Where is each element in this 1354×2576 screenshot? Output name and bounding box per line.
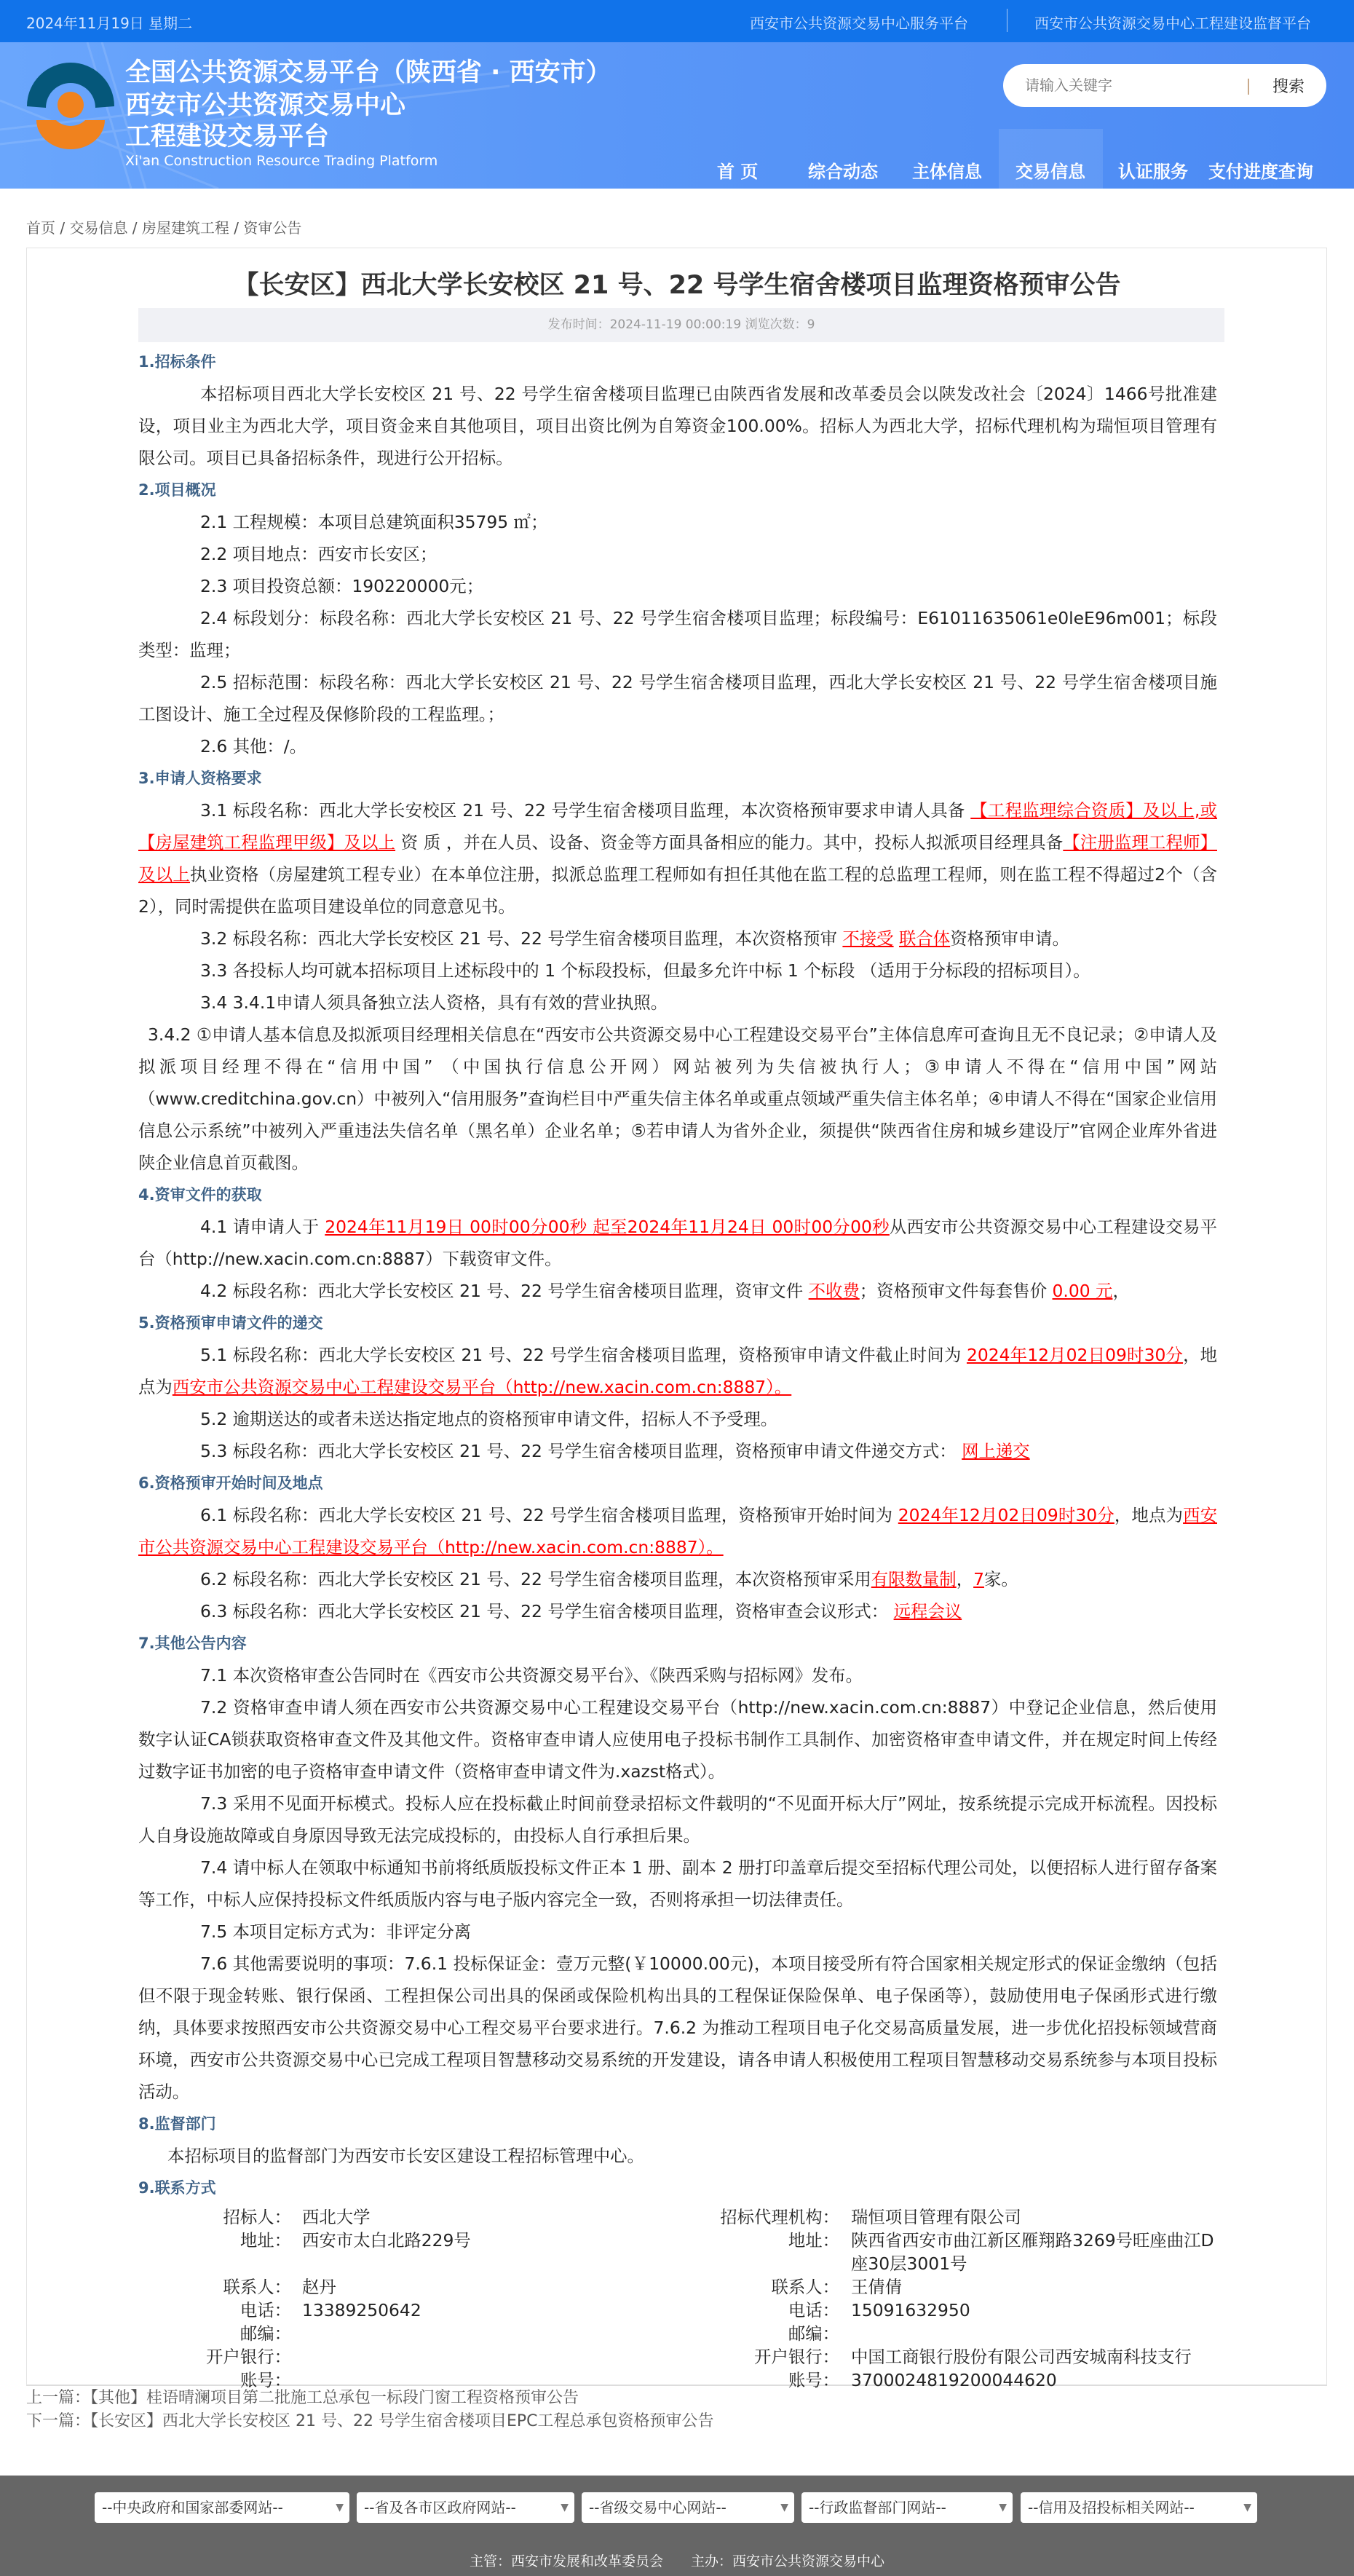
highlight-link[interactable]: 西安市公共资源交易中心工程建设交易平台（http://new.xacin.com.cn:8887）。 <box>172 1377 792 1397</box>
top-bar <box>0 0 1354 42</box>
contact-label: 联系人： <box>223 2277 291 2297</box>
text-segment: 7.1 本次资格审查公告同时在《西安市公共资源交易平台》、《陕西采购与招标网》发布。 <box>200 1665 863 1686</box>
contact-row <box>138 2275 1223 2299</box>
dropdown-arrow-icon: ▼ <box>336 2502 344 2513</box>
contact-label: 电话： <box>239 2300 291 2320</box>
contact-label: 邮编： <box>239 2323 291 2344</box>
select-supervision-sites[interactable] <box>801 2492 1013 2523</box>
text-segment: 6.3 标段名称：西北大学长安校区 21 号、22 号学生宿舍楼项目监理，资格审查会议形式： <box>200 1601 894 1621</box>
footer-copyright: 主管：西安市发展和改革委员会 主办：西安市公共资源交易中心 <box>469 2553 884 2569</box>
text-segment: 3.4 3.4.1申请人须具备独立法人资格，具有有效的营业执照。 <box>200 992 668 1013</box>
text-segment: 2.4 标段划分：标段名称：西北大学长安校区 21 号、22 号学生宿舍楼项目监理；标段编号：E61011635061e0leE96m001；标段类型：监理； <box>138 608 1217 660</box>
highlight-link[interactable]: 2024年12月02日09时30分 <box>966 1345 1184 1365</box>
breadcrumb-home[interactable]: 首页 <box>26 219 55 237</box>
text-segment: 2.3 项目投资总额：190220000元； <box>200 576 484 596</box>
site-title-line3: 工程建设交易平台 <box>125 122 330 151</box>
agency-value: 王倩倩 <box>851 2277 903 2297</box>
agency-label: 开户银行： <box>754 2347 839 2367</box>
breadcrumb-separator: / <box>229 219 244 237</box>
text-segment: 资格预审申请。 <box>950 928 1069 949</box>
select-label: --中央政府和国家部委网站-- <box>102 2499 283 2516</box>
agency-label: 邮编： <box>788 2323 839 2344</box>
paragraph <box>138 1019 1217 1179</box>
paragraph <box>138 538 1217 570</box>
logo-icon <box>25 60 116 150</box>
text-segment: 7.6 其他需要说明的事项：7.6.1 投标保证金：壹万元整(￥10000.00元)，本项目接受所有符合国家相关规定形式的保证金缴纳（包括但不限于现金转账、银行保函、工程担保公司出具的保函或保险机构出具的工程保证保险保单、电子保函等），鼓励使用电子保函形式进行缴纳，具体要求按照西安市公共资源交易中心工程交易平台要求进行。7.6.2 为推动工程项目电子化交易高质量发展，进一步优化招投标领域营商环境，西安市公共资源交易中心已完成工程项目智慧移动交易系统的开发建设，请各申请人积极使用工程项目智慧移动交易系统参与本项目投标活动。 <box>138 1953 1217 2102</box>
site-title-line2: 西安市公共资源交易中心 <box>125 91 406 120</box>
breadcrumb <box>26 216 301 237</box>
paragraph <box>138 1563 1217 1595</box>
prev-article <box>26 2387 714 2410</box>
contact-value <box>291 2322 684 2345</box>
highlight-link[interactable]: 联合体 <box>899 928 951 949</box>
text-segment: 5.2 逾期送达的或者未送达指定地点的资格预审申请文件，招标人不予受理。 <box>200 1409 778 1429</box>
article-body <box>138 346 1217 2204</box>
text-segment: ，地点为 <box>138 1345 1217 1397</box>
paragraph <box>138 506 1217 538</box>
paragraph <box>138 987 1217 1019</box>
highlight-link[interactable]: 【工程监理综合资质】及以上,或【房屋建筑工程监理甲级】及以上 <box>138 800 1218 853</box>
agency-label: 电话： <box>788 2300 839 2320</box>
page-title: 【长安区】西北大学长安校区 21 号、22 号学生宿舍楼项目监理资格预审公告 <box>233 271 1121 300</box>
breadcrumb-separator: / <box>127 219 142 237</box>
section-heading: 6.资格预审开始时间及地点 <box>138 1474 323 1492</box>
agency-label: 联系人： <box>771 2277 839 2297</box>
highlight-link[interactable]: 不收费 <box>808 1281 860 1301</box>
text-segment: 7.4 请中标人在领取中标通知书前将纸质版投标文件正本 1 册、副本 2 册打印盖章后提交至招标代理公司处，以便招标人进行留存备案等工作，中标人应保持投标文件纸质版内容与电子版内容完全一致，否则将承担一切法律责任。 <box>138 1857 1217 1910</box>
paragraph <box>138 1852 1217 1916</box>
text-segment: 7.2 资格审查申请人须在西安市公共资源交易中心工程建设交易平台（http://new.xacin.com.cn:8887）中登记企业信息，然后使用数字认证CA锁获取资格审查文件及其他文件。资格审查申请人应使用电子投标书制作工具制作、加密资格审查申请文件，并在规定时间上传经过数字证书加密的电子资格审查申请文件（资格审查申请文件为.xazst格式）。 <box>138 1697 1217 1782</box>
paragraph <box>138 730 1217 762</box>
paragraph <box>138 922 1217 955</box>
site-title-line1: 全国公共资源交易平台（陕西省 · 西安市） <box>125 58 611 87</box>
search-input[interactable] <box>1025 74 1258 96</box>
next-article-link[interactable]: 【长安区】西北大学长安校区 21 号、22 号学生宿舍楼项目EPC工程总承包资格预审公告 <box>90 2412 714 2430</box>
text-segment: 2.5 招标范围：标段名称：西北大学长安校区 21 号、22 号学生宿舍楼项目监理，西北大学长安校区 21 号、22 号学生宿舍楼项目施工图设计、施工全过程及保修阶段的工程监理。； <box>138 672 1217 724</box>
section-heading: 5.资格预审申请文件的递交 <box>138 1314 323 1332</box>
agency-label: 账号： <box>788 2370 839 2390</box>
dropdown-arrow-icon: ▼ <box>1243 2502 1251 2513</box>
breadcrumb-current: 资审公告 <box>243 219 302 237</box>
text-segment: 4.2 标段名称：西北大学长安校区 21 号、22 号学生宿舍楼项目监理，资审文件 <box>200 1281 809 1301</box>
contact-label: 招标人： <box>223 2207 291 2227</box>
prev-article-link[interactable]: 【其他】桂语晴澜项目第二批施工总承包一标段门窗工程资格预审公告 <box>90 2389 579 2407</box>
nav-news[interactable]: 综合动态 <box>808 162 878 182</box>
section-heading: 9.联系方式 <box>138 2179 216 2197</box>
paragraph <box>138 1499 1217 1563</box>
text-segment: 3.4.2 ①申请人基本信息及拟派项目经理相关信息在“西安市公共资源交易中心工程建设交易平台”主体信息库可查询且无不良记录；②申请人及拟派项目经理不得在“信用中国” （中国执行信息公开网）网站被列为失信被执行人；③申请人不得在“信用中国”网站（www.creditchina.gov.cn）中被列入“信用服务”查询栏目中严重失信主体名单或重点领域严重失信主体名单；④申请人不得在“国家企业信用信息公示系统”中被列入严重违法失信名单（黑名单）企业名单；⑤若申请人为省外企业，须提供“陕西省住房和城乡建设厅”官网企业库外省进陕企业信息首页截图。 <box>138 1024 1217 1173</box>
paragraph <box>138 1211 1217 1275</box>
text-segment: 6.1 标段名称：西北大学长安校区 21 号、22 号学生宿舍楼项目监理，资格预审开始时间为 <box>200 1505 898 1525</box>
dropdown-arrow-icon: ▼ <box>999 2502 1007 2513</box>
text-segment: ， <box>956 1569 974 1589</box>
divider <box>1248 79 1249 95</box>
contact-row <box>138 2205 1223 2229</box>
agency-label: 地址： <box>788 2230 839 2251</box>
publish-meta: 发布时间：2024-11-19 00:00:19 浏览次数：9 <box>138 308 1224 342</box>
paragraph <box>138 1948 1217 2108</box>
paragraph <box>138 1691 1217 1787</box>
paragraph <box>138 955 1217 987</box>
text-segment: 执业资格（房屋建筑工程专业）在本单位注册，拟派总监理工程师如有担任其他在监工程的总监理工程师，则在监工程不得超过2个（含2），同时需提供在监项目建设单位的同意意见书。 <box>138 864 1217 917</box>
text-segment: 2.6 其他：/。 <box>200 736 307 756</box>
paragraph <box>138 794 1217 922</box>
text-segment: 7.3 采用不见面开标模式。投标人应在投标截止时间前登录招标文件载明的“不见面开标大厅”网址，按系统提示完成开标流程。因投标人自身设施故障或自身原因导致无法完成投标的，由投标人自行承担后果。 <box>138 1793 1217 1846</box>
highlight-link[interactable]: 有限数量制 <box>871 1569 957 1589</box>
text-segment: 2.2 项目地点：西安市长安区； <box>200 544 438 564</box>
nav-payment-query[interactable]: 支付进度查询 <box>1208 162 1313 182</box>
paragraph <box>138 1275 1217 1307</box>
highlight-link[interactable]: 0.00 元 <box>1052 1281 1113 1301</box>
nav-home[interactable]: 首 页 <box>717 162 759 182</box>
paragraph <box>138 570 1217 602</box>
next-article <box>26 2410 714 2433</box>
dropdown-arrow-icon: ▼ <box>780 2502 788 2513</box>
contact-table <box>138 2205 1223 2392</box>
paragraph <box>138 1659 1217 1691</box>
footer <box>0 2476 1354 2576</box>
highlight-link[interactable]: 【注册监理工程师】及以上 <box>138 832 1217 885</box>
paragraph <box>138 2140 1217 2172</box>
highlight-link[interactable]: 2024年11月19日 00时00分00秒 起至2024年11月24日 00时00分00秒 <box>325 1217 890 1237</box>
section-heading: 1.招标条件 <box>138 353 216 371</box>
contact-value: 西北大学 <box>302 2207 371 2227</box>
contact-row <box>138 2322 1223 2345</box>
contact-row <box>138 2345 1223 2368</box>
text-segment: 2.1 工程规模：本项目总建筑面积35795 ㎡； <box>200 512 548 532</box>
header-banner <box>0 42 1354 189</box>
text-segment: 4.1 请申请人于 <box>200 1217 325 1237</box>
breadcrumb-building[interactable]: 房屋建筑工程 <box>141 219 229 237</box>
paragraph <box>138 1916 1217 1948</box>
agency-value: 瑞恒项目管理有限公司 <box>851 2207 1021 2227</box>
text-segment: 本招标项目西北大学长安校区 21 号、22 号学生宿舍楼项目监理已由陕西省发展和改革委员会以陕发改社会〔2024〕1466号批准建设，项目业主为西北大学，项目资金来自其他项目，项目出资比例为自筹资金100.00%。招标人为西北大学，招标代理机构为瑞恒项目管理有限公司。项目已具备招标条件，现进行公开招标。 <box>138 384 1217 468</box>
text-segment: 3.3 各投标人均可就本招标项目上述标段中的 1 个标段投标，但最多允许中标 1 个标段 （适用于分标段的招标项目）。 <box>200 960 1090 981</box>
section-heading: 4.资审文件的获取 <box>138 1186 262 1204</box>
contact-row <box>138 2229 1223 2275</box>
agency-value: 中国工商银行股份有限公司西安城南科技支行 <box>851 2347 1192 2367</box>
nav-trading-info[interactable]: 交易信息 <box>1015 162 1085 182</box>
text-segment: 资 质 ，并在人员、设备、资金等方面具备相应的能力。其中，投标人拟派项目经理具备 <box>395 832 1064 853</box>
paragraph <box>138 378 1217 474</box>
text-segment: ， <box>1112 1281 1130 1301</box>
search-box <box>1003 64 1326 107</box>
section-heading: 8.监督部门 <box>138 2115 216 2133</box>
select-label: --信用及招投标相关网站-- <box>1028 2499 1195 2516</box>
breadcrumb-separator: / <box>55 219 70 237</box>
paragraph <box>138 666 1217 730</box>
highlight-link[interactable]: 2024年12月02日09时30分 <box>898 1505 1115 1525</box>
contact-row <box>138 2299 1223 2322</box>
paragraph <box>138 1595 1217 1627</box>
text-segment: ；资格预审文件每套售价 <box>859 1281 1053 1301</box>
highlight-link[interactable]: 西安市公共资源交易中心工程建设交易平台（http://new.xacin.com.cn:8887）。 <box>138 1505 1217 1557</box>
text-segment: ，地点为 <box>1114 1505 1184 1525</box>
supervision-platform-link[interactable]: 西安市公共资源交易中心工程建设监督平台 <box>1034 15 1311 32</box>
nav-entity-info[interactable]: 主体信息 <box>912 162 982 182</box>
highlight-link[interactable]: 网上递交 <box>962 1441 1030 1461</box>
text-segment: 3.1 标段名称：西北大学长安校区 21 号、22 号学生宿舍楼项目监理，本次资格预审要求申请人具备 <box>200 800 971 821</box>
section-heading: 7.其他公告内容 <box>138 1635 247 1652</box>
highlight-link[interactable]: 远程会议 <box>893 1601 962 1621</box>
contact-value: 赵丹 <box>302 2277 336 2297</box>
agency-value: 陕西省西安市曲江新区雁翔路3269号旺座曲江D座30层3001号 <box>851 2230 1214 2274</box>
section-heading: 2.项目概况 <box>138 481 216 499</box>
contact-label: 地址： <box>239 2230 291 2251</box>
paragraph <box>138 1339 1217 1403</box>
dropdown-arrow-icon: ▼ <box>561 2502 569 2513</box>
select-label: --行政监督部门网站-- <box>809 2499 946 2516</box>
contact-label: 开户银行： <box>206 2347 291 2367</box>
nav-certification[interactable]: 认证服务 <box>1118 162 1188 182</box>
next-label: 下一篇： <box>26 2412 91 2430</box>
select-central-gov-sites[interactable] <box>95 2492 349 2523</box>
breadcrumb-trading-info[interactable]: 交易信息 <box>69 219 128 237</box>
prev-label: 上一篇： <box>26 2389 91 2407</box>
text-segment: 3.2 标段名称：西北大学长安校区 21 号、22 号学生宿舍楼项目监理，本次资格预审 <box>200 928 843 949</box>
highlight-link[interactable]: 不接受 <box>842 928 894 949</box>
text-segment <box>894 928 899 949</box>
select-trading-center-sites[interactable] <box>582 2492 794 2523</box>
paragraph <box>138 1787 1217 1852</box>
contact-value: 13389250642 <box>302 2300 421 2320</box>
agency-value: 3700024819200044620 <box>851 2370 1057 2390</box>
section-heading: 3.申请人资格要求 <box>138 770 262 787</box>
text-segment: 7.5 本项目定标方式为：非评定分离 <box>200 1921 472 1942</box>
select-provincial-gov-sites[interactable] <box>357 2492 574 2523</box>
agency-label: 招标代理机构： <box>720 2207 839 2227</box>
paragraph <box>138 1403 1217 1435</box>
paragraph <box>138 1435 1217 1467</box>
text-segment: 6.2 标段名称：西北大学长安校区 21 号、22 号学生宿舍楼项目监理，本次资格预审采用 <box>200 1569 871 1589</box>
contact-value <box>291 2345 684 2368</box>
select-credit-sites[interactable] <box>1021 2492 1257 2523</box>
current-date: 2024年11月19日 星期二 <box>26 15 193 32</box>
select-label: --省及各市区政府网站-- <box>364 2499 516 2516</box>
agency-value <box>839 2322 1223 2345</box>
highlight-link[interactable]: 7 <box>973 1569 984 1589</box>
text-segment: 本招标项目的监督部门为西安市长安区建设工程招标管理中心。 <box>167 2146 644 2166</box>
site-title-english: Xi'an Construction Resource Trading Platform <box>125 153 438 169</box>
text-segment: 5.1 标段名称：西北大学长安校区 21 号、22 号学生宿舍楼项目监理，资格预审申请文件截止时间为 <box>200 1345 967 1365</box>
agency-value: 15091632950 <box>851 2300 970 2320</box>
prev-next-nav <box>26 2387 714 2433</box>
contact-value: 西安市太白北路229号 <box>302 2230 471 2251</box>
search-button[interactable]: 搜索 <box>1272 78 1305 96</box>
text-segment: 从西安市公共资源交易中心工程建设交易平台（http://new.xacin.com.cn:8887）下载资审文件。 <box>138 1217 1218 1269</box>
paragraph <box>138 602 1217 666</box>
service-platform-link[interactable]: 西安市公共资源交易中心服务平台 <box>750 15 968 32</box>
text-segment: 5.3 标段名称：西北大学长安校区 21 号、22 号学生宿舍楼项目监理，资格预审申请文件递交方式： <box>200 1441 962 1461</box>
text-segment: 家。 <box>983 1569 1018 1589</box>
select-label: --省级交易中心网站-- <box>589 2499 727 2516</box>
contact-label: 账号： <box>239 2370 291 2390</box>
